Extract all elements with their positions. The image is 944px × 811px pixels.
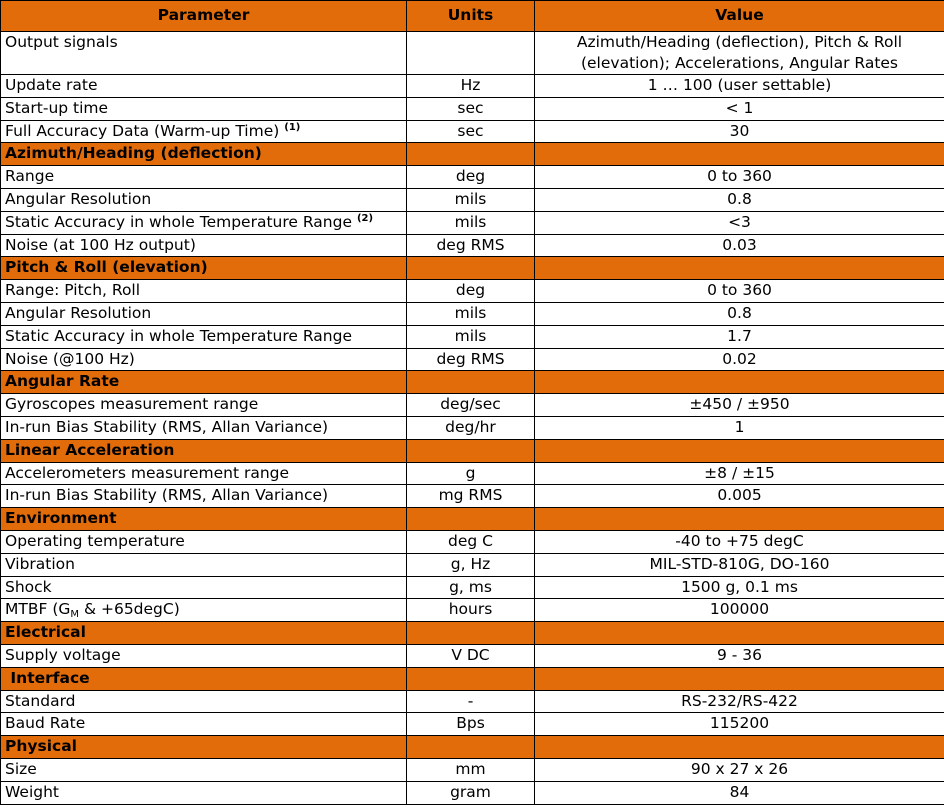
value-cell: Azimuth/Heading (deflection), Pitch & Roll (elevation); Accelerations, Angular Rates	[535, 32, 944, 75]
table-row	[1, 348, 944, 371]
table-row	[1, 758, 944, 781]
table-row	[1, 576, 944, 599]
units-cell: deg RMS	[407, 348, 535, 371]
table-row	[1, 690, 944, 713]
units-cell: sec	[407, 97, 535, 120]
units-cell: hours	[407, 599, 535, 622]
param-cell: Angular Resolution	[1, 188, 407, 211]
table-row	[1, 32, 944, 75]
value-cell: 0 to 360	[535, 280, 944, 303]
section-row-physical	[1, 736, 944, 759]
table-row	[1, 75, 944, 98]
header-value: Value	[535, 1, 944, 32]
param-cell: Angular Resolution	[1, 302, 407, 325]
value-cell: 9 - 36	[535, 644, 944, 667]
table-row	[1, 553, 944, 576]
table-row	[1, 713, 944, 736]
value-cell: 0.03	[535, 234, 944, 257]
header-units: Units	[407, 1, 535, 32]
units-cell: V DC	[407, 644, 535, 667]
section-title: Interface	[1, 667, 407, 690]
value-cell: 1	[535, 416, 944, 439]
units-cell: mils	[407, 302, 535, 325]
param-cell: Vibration	[1, 553, 407, 576]
param-cell: Gyroscopes measurement range	[1, 394, 407, 417]
value-cell: MIL-STD-810G, DO-160	[535, 553, 944, 576]
units-cell: gram	[407, 781, 535, 804]
table-row	[1, 781, 944, 804]
footnote-marker: (1)	[284, 121, 301, 133]
value-cell: 0.02	[535, 348, 944, 371]
section-row-environment	[1, 508, 944, 531]
footnote-marker: (2)	[356, 212, 374, 224]
table-row	[1, 394, 944, 417]
table-row	[1, 599, 944, 622]
param-cell: Accelerometers measurement range	[1, 462, 407, 485]
value-cell: < 1	[535, 97, 944, 120]
param-cell: Supply voltage	[1, 644, 407, 667]
section-title: Physical	[1, 736, 407, 759]
units-cell: mils	[407, 325, 535, 348]
section-title: Environment	[1, 508, 407, 531]
param-cell: Size	[1, 758, 407, 781]
param-cell: Output signals	[1, 32, 407, 75]
param-cell: MTBF ($G_M$ & +65degC)	[1, 599, 407, 622]
value-cell: 100000	[535, 599, 944, 622]
param-cell: In-run Bias Stability (RMS, Allan Variance)	[1, 416, 407, 439]
value-cell: RS-232/RS-422	[535, 690, 944, 713]
value-cell: 1 … 100 (user settable)	[535, 75, 944, 98]
header-parameter: Parameter	[1, 1, 407, 32]
table-row	[1, 302, 944, 325]
value-cell: ±450 / ±950	[535, 394, 944, 417]
param-cell: Weight	[1, 781, 407, 804]
units-cell: deg/hr	[407, 416, 535, 439]
units-cell: deg	[407, 166, 535, 189]
units-cell: deg RMS	[407, 234, 535, 257]
param-cell	[1, 211, 407, 234]
param-cell: In-run Bias Stability (RMS, Allan Variance)	[1, 485, 407, 508]
value-cell: -40 to +75 degC	[535, 530, 944, 553]
section-row-angular-rate	[1, 371, 944, 394]
units-cell: g, Hz	[407, 553, 535, 576]
units-cell: mils	[407, 211, 535, 234]
header-row	[1, 1, 944, 32]
value-cell: 90 x 27 x 26	[535, 758, 944, 781]
table-row	[1, 462, 944, 485]
param-cell: Static Accuracy in whole Temperature Range	[1, 325, 407, 348]
units-cell: deg	[407, 280, 535, 303]
section-title: Linear Acceleration	[1, 439, 407, 462]
units-cell: sec	[407, 120, 535, 143]
value-cell: 30	[535, 120, 944, 143]
section-row-electrical	[1, 622, 944, 645]
param-text: Static Accuracy in whole Temperature Range	[5, 212, 352, 231]
param-cell	[1, 120, 407, 143]
table-row	[1, 211, 944, 234]
table-row	[1, 644, 944, 667]
table-row	[1, 188, 944, 211]
param-cell: Baud Rate	[1, 713, 407, 736]
value-cell: 84	[535, 781, 944, 804]
units-cell: Hz	[407, 75, 535, 98]
section-title: Electrical	[1, 622, 407, 645]
value-cell: 0 to 360	[535, 166, 944, 189]
units-cell: mg RMS	[407, 485, 535, 508]
table-row	[1, 325, 944, 348]
section-row-linear-acceleration	[1, 439, 944, 462]
param-cell: Noise (@100 Hz)	[1, 348, 407, 371]
param-cell: Range: Pitch, Roll	[1, 280, 407, 303]
table-row	[1, 280, 944, 303]
table-row	[1, 530, 944, 553]
value-cell: 0.005	[535, 485, 944, 508]
section-title: Angular Rate	[1, 371, 407, 394]
units-cell: mm	[407, 758, 535, 781]
table-row	[1, 485, 944, 508]
value-cell: 115200	[535, 713, 944, 736]
param-cell: Standard	[1, 690, 407, 713]
value-cell: 0.8	[535, 188, 944, 211]
value-cell: ±8 / ±15	[535, 462, 944, 485]
table-row	[1, 234, 944, 257]
value-cell: 0.8	[535, 302, 944, 325]
section-row-interface	[1, 667, 944, 690]
section-row-pitch-roll	[1, 257, 944, 280]
value-cell: 1500 g, 0.1 ms	[535, 576, 944, 599]
param-text: Full Accuracy Data (Warm-up Time)	[5, 121, 280, 140]
param-cell: Operating temperature	[1, 530, 407, 553]
table-row	[1, 97, 944, 120]
units-cell: mils	[407, 188, 535, 211]
param-cell: Update rate	[1, 75, 407, 98]
value-cell: <3	[535, 211, 944, 234]
table-row	[1, 166, 944, 189]
units-cell: -	[407, 690, 535, 713]
table-row	[1, 416, 944, 439]
param-cell: Shock	[1, 576, 407, 599]
units-cell: g, ms	[407, 576, 535, 599]
units-cell: deg/sec	[407, 394, 535, 417]
param-cell: Start-up time	[1, 97, 407, 120]
units-cell	[407, 32, 535, 75]
units-cell: g	[407, 462, 535, 485]
section-row-azimuth	[1, 143, 944, 166]
table-row	[1, 120, 944, 143]
units-cell: deg C	[407, 530, 535, 553]
units-cell: Bps	[407, 713, 535, 736]
value-cell: 1.7	[535, 325, 944, 348]
param-cell: Noise (at 100 Hz output)	[1, 234, 407, 257]
section-title: Azimuth/Heading (deflection)	[1, 143, 407, 166]
section-title: Pitch & Roll (elevation)	[1, 257, 407, 280]
param-cell: Range	[1, 166, 407, 189]
